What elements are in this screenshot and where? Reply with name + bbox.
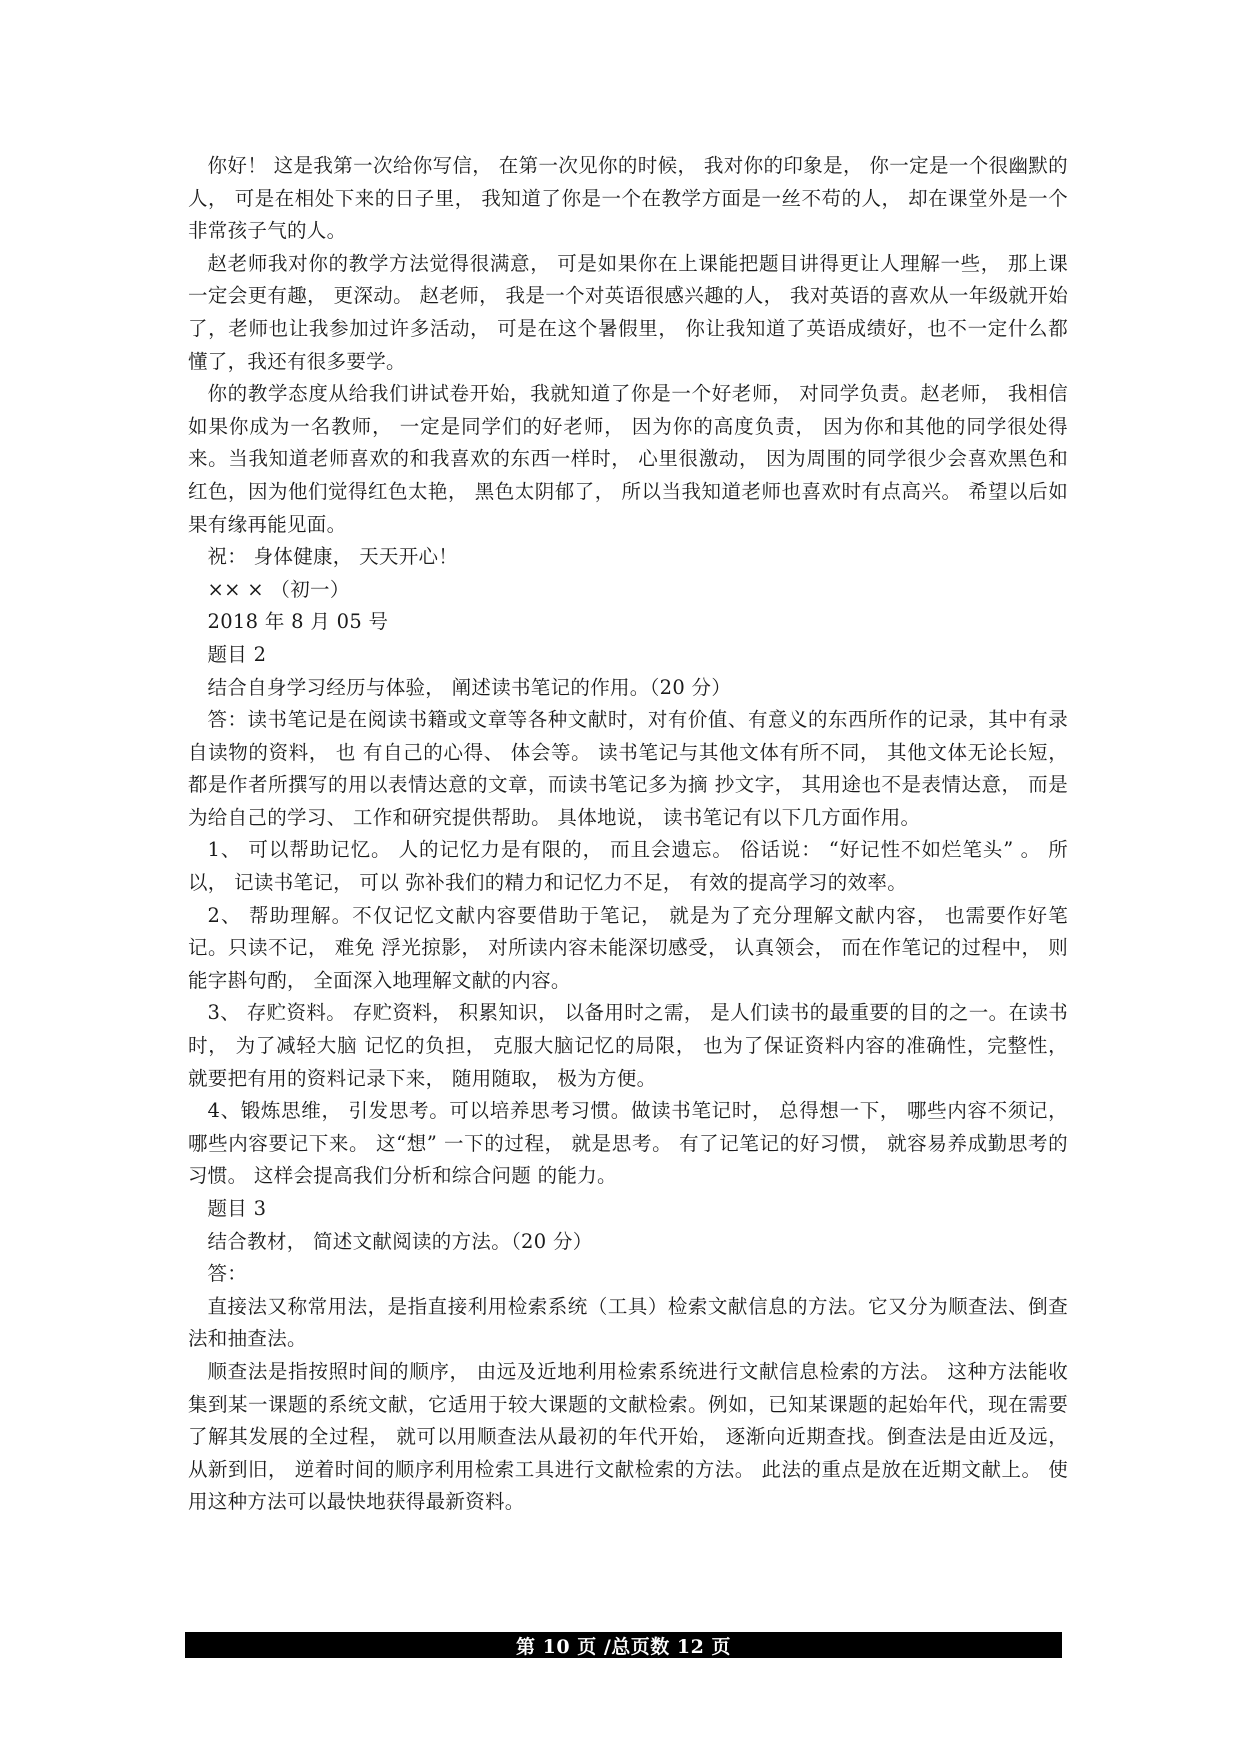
question-2-prompt: 结合自身学习经历与体验， 阐述读书笔记的作用。（20 分） <box>207 675 732 699</box>
paragraph-teaching-method: 赵老师我对你的教学方法觉得很满意， 可是如果你在上课能把题目讲得更让人理解一些， 那上课一定会更有趣， 更深动。 赵老师， 我是一个对英语很感兴趣的人， 我对英语的喜欢从一年级就开始了，老师也让我参加过许多活动， 可是在这个暑假里， 你让我知道了英语成绩好，也不一定什么都懂了，我还有很多要学。 <box>188 251 1068 373</box>
page-footer <box>185 1632 1062 1658</box>
question-3-answer-label: 答： <box>207 1262 248 1286</box>
question-2-point-1: 1、 可以帮助记忆。 人的记忆力是有限的， 而且会遗忘。 俗话说： “好记性不如烂笔头” 。 所以， 记读书笔记， 可以 弥补我们的精力和记忆力不足， 有效的提高学习的效率。 <box>188 838 1068 895</box>
paragraph-signature: ×× × （初一） <box>207 577 350 601</box>
paragraph-greeting: 你好！ 这是我第一次给你写信， 在第一次见你的时候， 我对你的印象是， 你一定是一个很幽默的人， 可是在相处下来的日子里， 我知道了你是一个在教学方面是一丝不苟的人， 却在课堂外是一个非常孩子气的人。 <box>188 154 1068 243</box>
question-3-sequential-method: 顺查法是指按照时间的顺序， 由远及近地利用检索系统进行文献信息检索的方法。 这种方法能收集到某一课题的系统文献，它适用于较大课题的文献检索。例如，已知某课题的起始年代，现在需要了解其发展的全过程， 就可以用顺查法从最初的年代开始， 逐渐向近期查找。倒查法是由近及远， 从新到旧， 逆着时间的顺序利用检索工具进行文献检索的方法。 此法的重点是放在近期文献上。 使用这种方法可以最快地获得最新资料。 <box>188 1359 1068 1514</box>
paragraph-date: 2018 年 8 月 05 号 <box>207 610 389 634</box>
question-2-answer-intro: 答：读书笔记是在阅读书籍或文章等各种文献时，对有价值、有意义的东西所作的记录，其中有录自读物的资料， 也 有自己的心得、 体会等。 读书笔记与其他文体有所不同， 其他文体无论长短，都是作者所撰写的用以表情达意的文章，而读书笔记多为摘 抄文字， 其用途也不是表情达意， 而是为给自己的学习、 工作和研究提供帮助。 具体地说， 读书笔记有以下几方面作用。 <box>188 708 1068 829</box>
document-body <box>188 150 1068 1519</box>
question-3-title: 题目 3 <box>207 1197 267 1220</box>
question-2-point-4: 4、锻炼思维， 引发思考。可以培养思考习惯。做读书笔记时， 总得想一下， 哪些内容不须记，哪些内容要记下来。 这“想” 一下的过程， 就是思考。 有了记笔记的好习惯， 就容易养成勤思考的习惯。 这样会提高我们分析和综合问题 的能力。 <box>188 1099 1068 1188</box>
question-2-point-3: 3、 存贮资料。 存贮资料， 积累知识， 以备用时之需， 是人们读书的最重要的目的之一。在读书时， 为了减轻大脑 记忆的负担， 克服大脑记忆的局限， 也为了保证资料内容的准确性，完整性， 就要把有用的资料记录下来， 随用随取， 极为方便。 <box>188 1001 1068 1090</box>
question-3-prompt: 结合教材， 简述文献阅读的方法。（20 分） <box>207 1229 593 1253</box>
question-3-direct-method: 直接法又称常用法，是指直接利用检索系统（工具）检索文献信息的方法。它又分为顺查法、倒查法和抽查法。 <box>188 1294 1068 1351</box>
question-2-point-2: 2、 帮助理解。不仅记忆文献内容要借助于笔记， 就是为了充分理解文献内容， 也需要作好笔记。只读不记， 难免 浮光掠影， 对所读内容未能深切感受， 认真领会， 而在作笔记的过程中， 则能字斟句酌， 全面深入地理解文献的内容。 <box>188 903 1068 992</box>
paragraph-wishes: 祝： 身体健康， 天天开心！ <box>207 545 459 569</box>
paragraph-teaching-attitude: 你的教学态度从给我们讲试卷开始，我就知道了你是一个好老师， 对同学负责。赵老师， 我相信如果你成为一名教师， 一定是同学们的好老师， 因为你的高度负责， 因为你和其他的同学很处得来。当我知道老师喜欢的和我喜欢的东西一样时， 心里很激动， 因为周围的同学很少会喜欢黑色和红色，因为他们觉得红色太艳， 黑色太阴郁了， 所以当我知道老师也喜欢时有点高兴。 希望以后如果有缘再能见面。 <box>188 382 1068 536</box>
question-2-title: 题目 2 <box>207 642 267 666</box>
page-number-label: 第 10 页 /总页数 12 页 <box>516 1635 731 1658</box>
